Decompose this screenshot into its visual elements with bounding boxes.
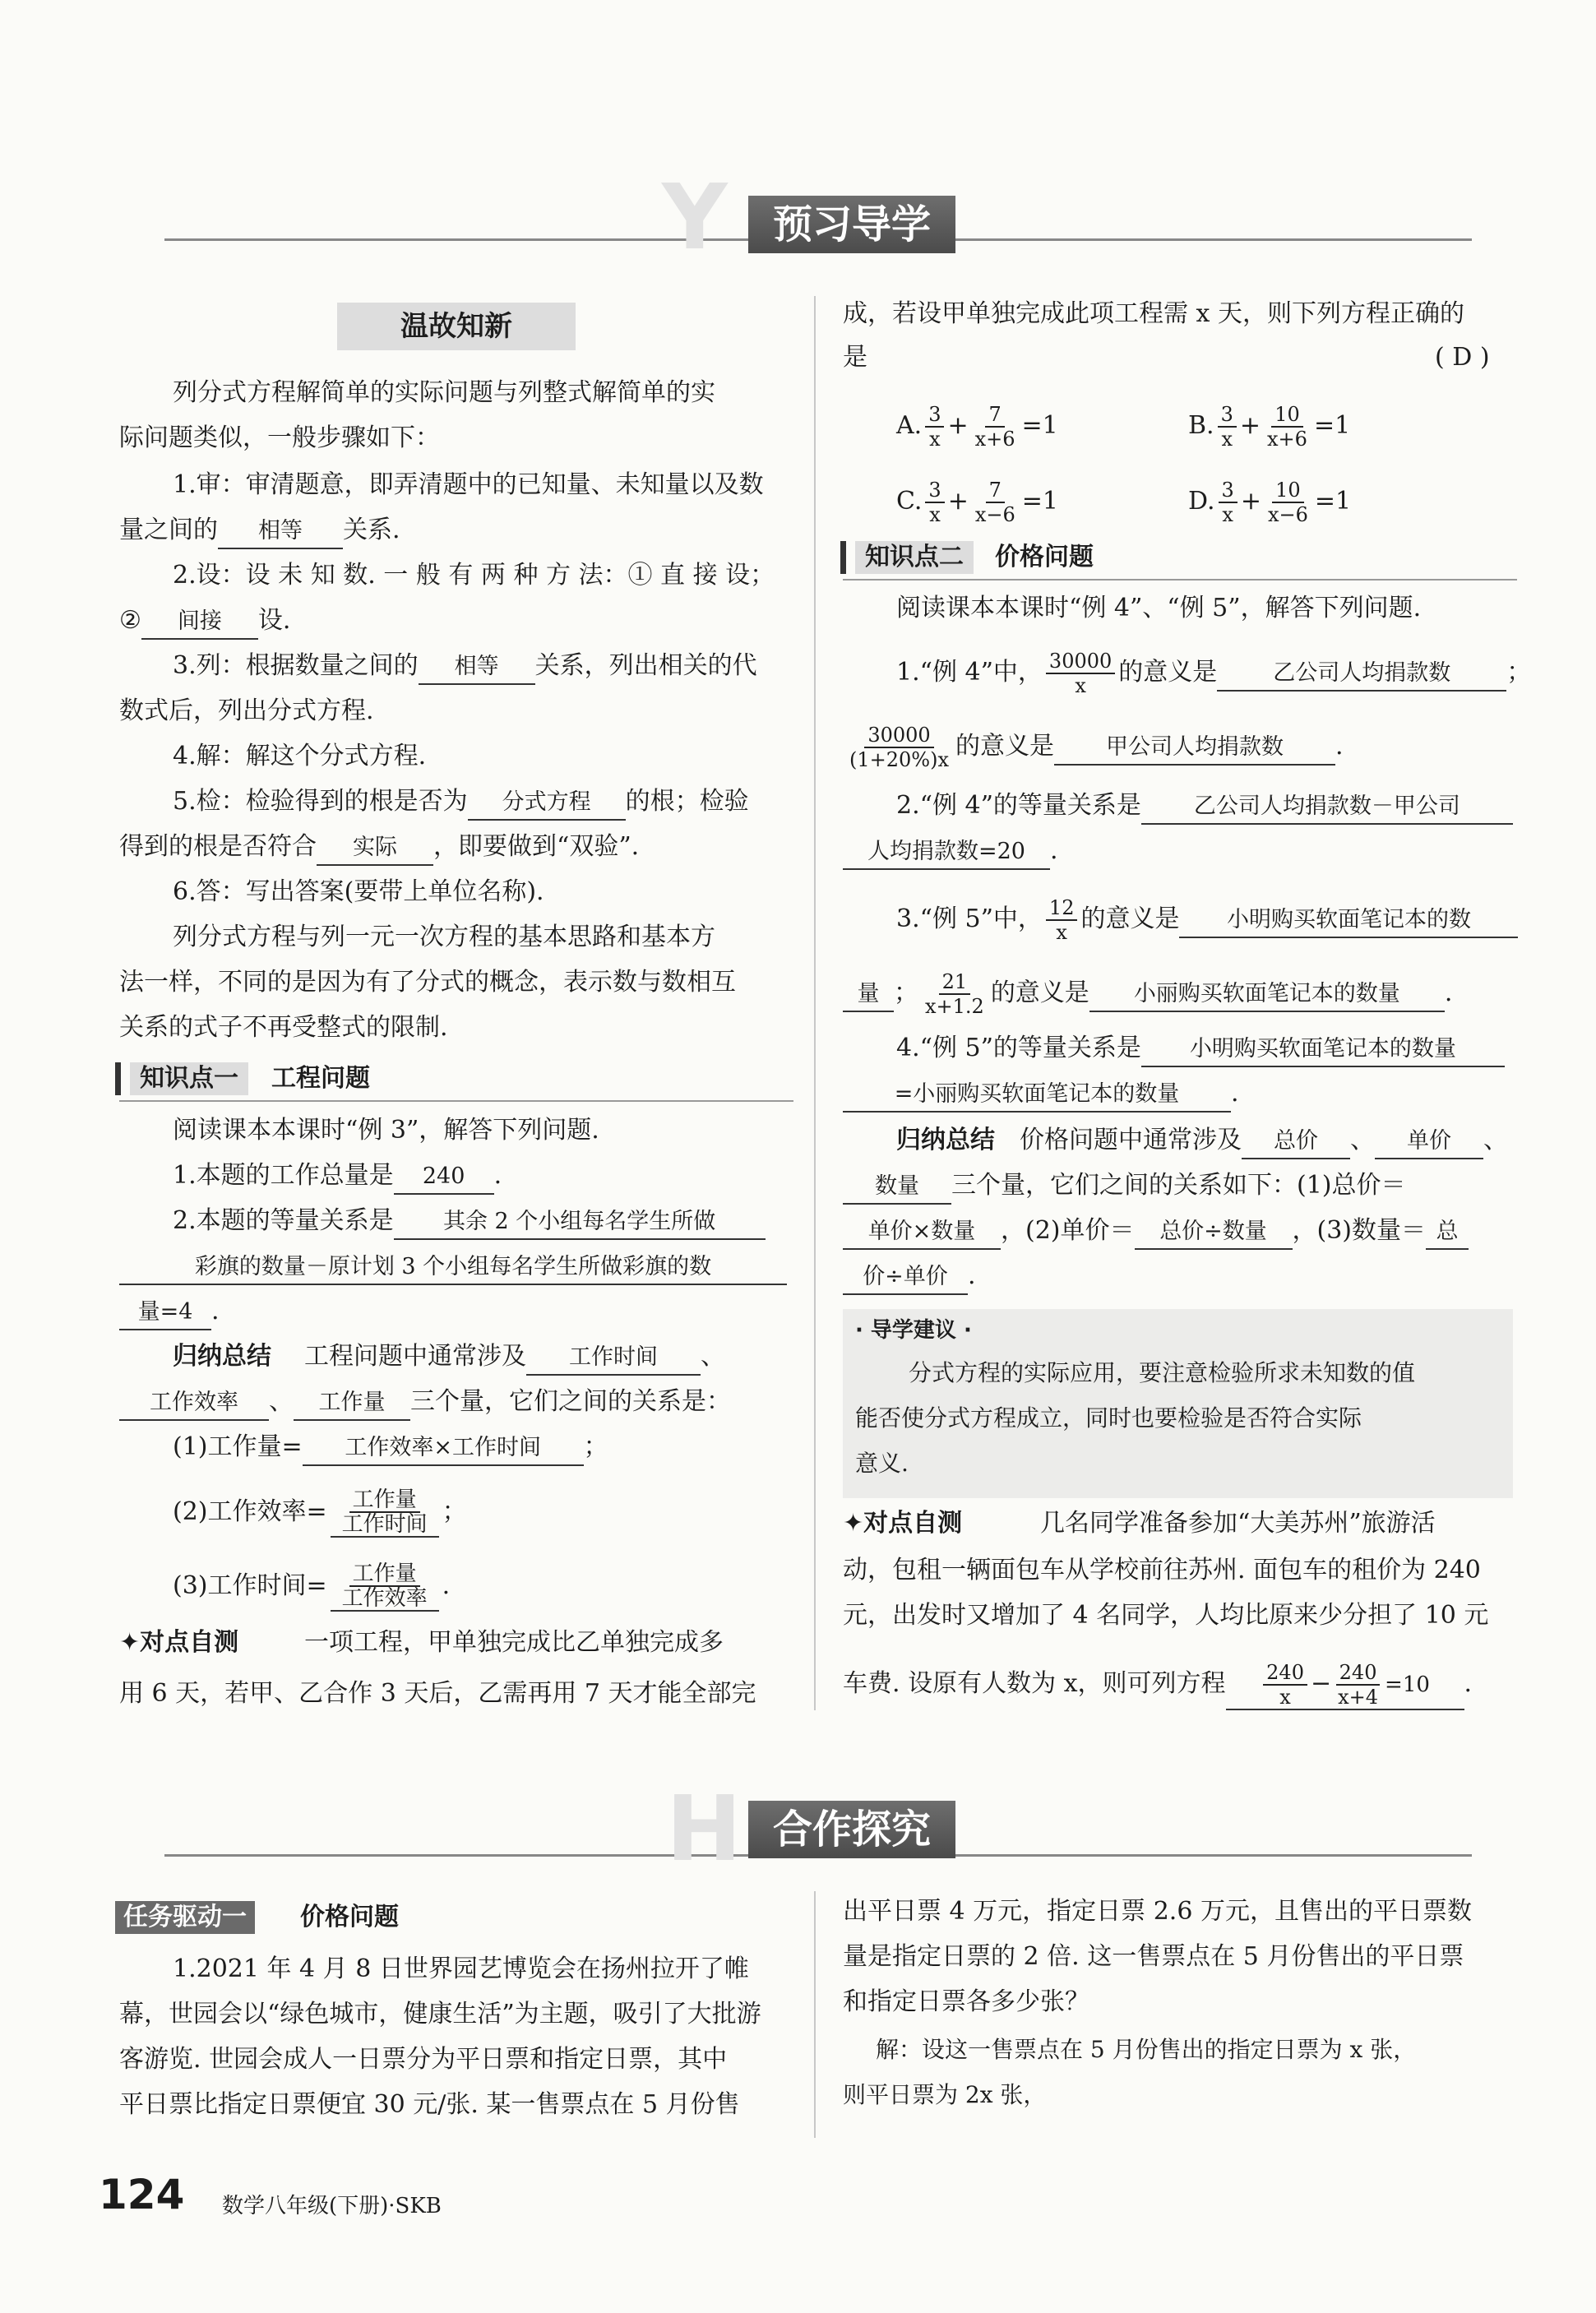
option-d: D. $\frac{3}{x}$ + $\frac{10}{x-6}$ =1 bbox=[1188, 479, 1352, 526]
step-3b: 数式后，列出分式方程. bbox=[119, 696, 374, 725]
answer-blank: 工作时间 bbox=[526, 1341, 701, 1376]
answer-blank: 彩旗的数量－原计划 3 个小组每名学生所做彩旗的数 bbox=[119, 1251, 787, 1285]
summary-2a: 归纳总结 价格问题中通常涉及 总价 、 单价 、 bbox=[896, 1124, 1508, 1159]
answer-blank: 单价 bbox=[1375, 1125, 1483, 1159]
answer-blank: 240 bbox=[394, 1160, 494, 1195]
answer-blank: 实际 bbox=[317, 831, 433, 866]
summary-2b: 数量 三个量，它们之间的关系如下：(1)总价＝ bbox=[843, 1169, 1406, 1205]
answer-fraction: $\frac{\text{工作量}}{\text{工作时间}}$ bbox=[331, 1488, 439, 1538]
relation-2: (2)工作效率= $\frac{\text{工作量}}{\text{工作时间}}$ ； bbox=[173, 1487, 467, 1537]
answer-blank: 工作效率×工作时间 bbox=[303, 1432, 584, 1466]
solution-2: 则平日票为 2x 张， bbox=[843, 2081, 1047, 2108]
option-c: C. $\frac{3}{x}$ + $\frac{7}{x-6}$ =1 bbox=[896, 479, 1058, 526]
option-b: B. $\frac{3}{x}$ + $\frac{10}{x+6}$ =1 bbox=[1188, 403, 1351, 451]
k2-read: 阅读课本本课时“例 4”、“例 5”，解答下列问题. bbox=[896, 594, 1422, 622]
study-tip-2: 能否使分式方程成立，同时也要检验是否符合实际 bbox=[855, 1404, 1362, 1432]
answer-blank: 总价 bbox=[1242, 1125, 1350, 1159]
answer-blank: 间接 bbox=[141, 605, 258, 640]
knowledge-point-1-title: 工程问题 bbox=[271, 1064, 370, 1093]
answer-blank: 量=4 bbox=[119, 1296, 211, 1330]
tag-marker bbox=[840, 541, 846, 574]
task-tag: 任务驱动一 bbox=[115, 1901, 255, 1934]
step-5b: 得到的根是否符合 实际 ，即要做到“双验”. bbox=[119, 830, 639, 866]
answer-blank: 分式方程 bbox=[468, 786, 626, 821]
answer-blank: 工作效率 bbox=[119, 1386, 269, 1421]
answer-blank: 单价×数量 bbox=[843, 1215, 1001, 1250]
summary-2c: 单价×数量 ，(2)单价＝ 总价÷数量 ，(3)数量＝ 总 bbox=[843, 1214, 1469, 1250]
summary-1b: 工作效率 、 工作量 三个量，它们之间的关系是： bbox=[119, 1385, 731, 1421]
answer-blank: 乙公司人均捐款数－甲公司 bbox=[1141, 790, 1513, 825]
self-test-tag-left: ✦对点自测 bbox=[119, 1628, 239, 1657]
task-right-2: 量是指定日票的 2 倍. 这一售票点在 5 月份售出的平日票 bbox=[843, 1942, 1464, 1971]
k2-q3b: 量 ； $\frac{21}{x+1.2}$ 的意义是 小丽购买软面笔记本的数量 . bbox=[843, 970, 1452, 1018]
knowledge-point-1-tag: 知识点一 bbox=[130, 1062, 248, 1095]
self-test-r1: 几名同学准备参加“大美苏州”旅游活 bbox=[1040, 1509, 1436, 1538]
banner-letter: H bbox=[666, 1776, 742, 1881]
intro-line-2: 际问题类似，一般步骤如下： bbox=[119, 423, 440, 452]
k2-q2a: 2.“例 4”的等量关系是 乙公司人均捐款数－甲公司 bbox=[896, 789, 1513, 825]
answer-blank: 数量 bbox=[843, 1170, 951, 1205]
answer-blank: 小明购买软面笔记本的数量 bbox=[1141, 1033, 1505, 1067]
step-4: 4.解：解这个分式方程. bbox=[173, 742, 427, 770]
choice-question-1: 成，若设甲单独完成此项工程需 x 天，则下列方程正确的 bbox=[843, 299, 1464, 328]
solution-1: 解：设这一售票点在 5 月份售出的指定日票为 x 张， bbox=[876, 2036, 1417, 2063]
step-2b: ② 间接 设. bbox=[119, 604, 290, 640]
k1-q1: 1.本题的工作总量是 240 . bbox=[173, 1159, 502, 1195]
step-1a: 1.审：审清题意，即弄清题中的已知量、未知量以及数 bbox=[173, 470, 764, 499]
section-banner-cooperation: 合作探究 bbox=[748, 1801, 955, 1858]
task-right-3: 和指定日票各多少张？ bbox=[843, 1987, 1089, 2016]
answer-blank: 相等 bbox=[218, 515, 343, 549]
divider bbox=[119, 1100, 793, 1102]
task-title: 价格问题 bbox=[300, 1903, 399, 1931]
task-line-2: 幕，世园会以“绿色城市，健康生活”为主题，吸引了大批游 bbox=[119, 2000, 761, 2029]
divider bbox=[843, 579, 1517, 581]
choice-question-2: 是 bbox=[843, 343, 867, 372]
answer-fraction: $\frac{\text{工作量}}{\text{工作效率}}$ bbox=[331, 1562, 439, 1612]
k2-q3a: 3.“例 5”中， $\frac{12}{x}$ 的意义是 小明购买软面笔记本的数 bbox=[896, 896, 1518, 944]
k2-q2b: 人均捐款数=20 . bbox=[843, 835, 1058, 870]
relation-3: (3)工作时间= $\frac{\text{工作量}}{\text{工作效率}}$ . bbox=[173, 1561, 451, 1611]
tag-marker bbox=[115, 1062, 121, 1095]
relation-1: (1)工作量= 工作效率×工作时间 ； bbox=[173, 1431, 608, 1466]
step-2a: 2.设：设 未 知 数. 一 般 有 两 种 方 法：① 直 接 设； bbox=[173, 561, 775, 590]
step-6: 6.答：写出答案(要带上单位名称). bbox=[173, 877, 544, 906]
k2-q4b: =小丽购买软面笔记本的数量 . bbox=[843, 1077, 1239, 1113]
step-1b: 量之间的 相等 关系. bbox=[119, 514, 400, 549]
k1-q2a: 2.本题的等量关系是 其余 2 个小组每名学生所做 bbox=[173, 1205, 766, 1240]
answer-blank: 人均捐款数=20 bbox=[843, 835, 1050, 870]
choice-answer: ( D ) bbox=[1435, 343, 1490, 372]
answer-blank: 其余 2 个小组每名学生所做 bbox=[394, 1205, 766, 1240]
self-test-r4: 车费. 设原有人数为 x，则可列方程 $\frac{240}{x}$ − $\frac{240}{x+4}$ =10 . bbox=[843, 1661, 1473, 1709]
self-test-tag-right: ✦对点自测 bbox=[843, 1509, 963, 1538]
book-title: 数学八年级(下册)·SKB bbox=[222, 2194, 442, 2218]
answer-blank: 价÷单价 bbox=[843, 1261, 968, 1295]
answer-blank: 乙公司人均捐款数 bbox=[1217, 657, 1506, 692]
answer-blank: 小丽购买软面笔记本的数量 bbox=[1089, 978, 1445, 1012]
self-test-2: 用 6 天，若甲、乙合作 3 天后，乙需再用 7 天才能全部完 bbox=[119, 1679, 756, 1708]
task-line-3: 客游览. 世园会成人一日票分为平日票和指定日票，其中 bbox=[119, 2045, 728, 2074]
k1-q2b bbox=[119, 1250, 787, 1285]
task-line-4: 平日票比指定日票便宜 30 元/张. 某一售票点在 5 月份售 bbox=[119, 2090, 740, 2119]
k2-q1b: $\frac{30000}{(1+20\%)x}$ 的意义是 甲公司人均捐款数 . bbox=[849, 724, 1344, 771]
step-3a: 3.列：根据数量之间的 相等 关系，列出相关的代 bbox=[173, 650, 757, 685]
banner-letter: Y bbox=[662, 164, 728, 270]
study-tip-3: 意义. bbox=[855, 1450, 909, 1477]
answer-blank: =小丽购买软面笔记本的数量 bbox=[843, 1078, 1231, 1113]
page-number: 124 bbox=[99, 2171, 185, 2218]
knowledge-point-2-title: 价格问题 bbox=[995, 543, 1094, 571]
k2-q4a: 4.“例 5”的等量关系是 小明购买软面笔记本的数量 bbox=[896, 1032, 1505, 1067]
answer-blank: 工作量 bbox=[294, 1386, 410, 1421]
column-divider bbox=[814, 296, 816, 1710]
task-right-1: 出平日票 4 万元，指定日票 2.6 万元，且售出的平日票数 bbox=[843, 1897, 1472, 1926]
summary-2d: 价÷单价 . bbox=[843, 1260, 976, 1295]
summary-1a: 归纳总结 工程问题中通常涉及 工作时间 、 bbox=[173, 1340, 725, 1376]
study-tip-1: 分式方程的实际应用，要注意检验所求未知数的值 bbox=[909, 1359, 1416, 1386]
k2-q1a: 1.“例 4”中， $\frac{30000}{x}$ 的意义是 乙公司人均捐款数 ； bbox=[896, 650, 1532, 697]
self-test-r3: 元，出发时又增加了 4 名同学，人均比原来少分担了 10 元 bbox=[843, 1601, 1489, 1630]
answer-blank: 甲公司人均捐款数 bbox=[1054, 731, 1335, 766]
answer-blank: 总价÷数量 bbox=[1135, 1215, 1293, 1250]
self-test-1: 一项工程，甲单独完成比乙单独完成多 bbox=[304, 1628, 724, 1657]
study-tip-label: · 导学建议 · bbox=[855, 1318, 972, 1343]
para-2: 法一样，不同的是因为有了分式的概念，表示数与数相互 bbox=[119, 968, 736, 997]
answer-blank: 量 bbox=[843, 978, 894, 1012]
knowledge-point-2-tag: 知识点二 bbox=[855, 541, 974, 574]
intro-line-1: 列分式方程解简单的实际问题与列整式解简单的实 bbox=[173, 378, 715, 407]
diamond-icon: ✦ bbox=[119, 1628, 141, 1657]
step-5a: 5.检：检验得到的根是否为 分式方程 的根；检验 bbox=[173, 785, 749, 821]
answer-blank: $\frac{240}{x}$ − $\frac{240}{x+4}$ =10 bbox=[1226, 1661, 1464, 1710]
section-banner-preview: 预习导学 bbox=[748, 196, 955, 253]
answer-blank: 总 bbox=[1426, 1215, 1469, 1250]
self-test-r2: 动，包租一辆面包车从学校前往苏州. 面包车的租价为 240 bbox=[843, 1556, 1481, 1584]
answer-blank: 小明购买软面笔记本的数 bbox=[1179, 904, 1518, 938]
para-3: 关系的式子不再受整式的限制. bbox=[119, 1013, 448, 1042]
diamond-icon: ✦ bbox=[843, 1509, 864, 1538]
answer-blank: 相等 bbox=[419, 650, 535, 685]
column-divider bbox=[814, 1891, 816, 2138]
k1-read: 阅读课本本课时“例 3”，解答下列问题. bbox=[173, 1116, 599, 1145]
heading-review: 温故知新 bbox=[337, 303, 576, 350]
option-a: A. $\frac{3}{x}$ + $\frac{7}{x+6}$ =1 bbox=[896, 403, 1058, 451]
para-1: 列分式方程与列一元一次方程的基本思路和基本方 bbox=[173, 923, 715, 951]
task-line-1: 1.2021 年 4 月 8 日世界园艺博览会在扬州拉开了帷 bbox=[173, 1954, 749, 1983]
k1-q2c: 量=4 . bbox=[119, 1295, 220, 1330]
